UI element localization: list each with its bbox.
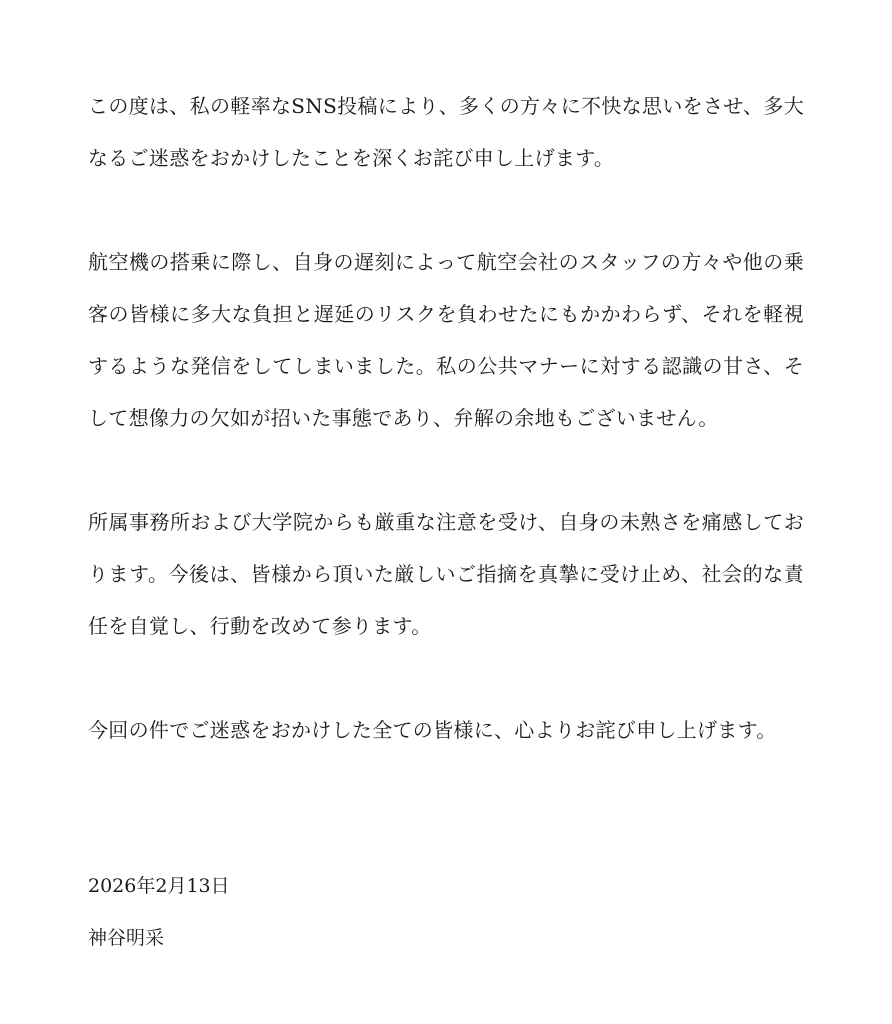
paragraph-incident-details: 航空機の搭乗に際し、自身の遅刻によって航空会社のスタッフの方々や他の乗客の皆様に多大な負担と遅延のリスクを負わせたにもかかわらず、それを軽視するような発信をしてしまいました。私の公共マナーに対する認識の甘さ、そして想像力の欠如が招いた事態であり、弁解の余地もございません。 bbox=[88, 250, 804, 430]
statement-date: 2026年2月13日 bbox=[88, 875, 230, 897]
paragraph-apology-intro: この度は、私の軽率なSNS投稿により、多くの方々に不快な思いをさせ、多大なるご迷惑をおかけしたことを深くお詫び申し上げます。 bbox=[88, 94, 804, 170]
paragraph-closing-apology: 今回の件でご迷惑をおかけした全ての皆様に、心よりお詫び申し上げます。 bbox=[88, 718, 777, 742]
paragraph-future-commitment: 所属事務所および大学院からも厳重な注意を受け、自身の未熟さを痛感しております。今後は、皆様から頂いた厳しいご指摘を真摯に受け止め、社会的な責任を自覚し、行動を改めて参ります。 bbox=[88, 510, 804, 638]
author-name: 神谷明采 bbox=[88, 927, 165, 949]
statement-body bbox=[88, 80, 804, 756]
signature-block bbox=[88, 860, 488, 964]
